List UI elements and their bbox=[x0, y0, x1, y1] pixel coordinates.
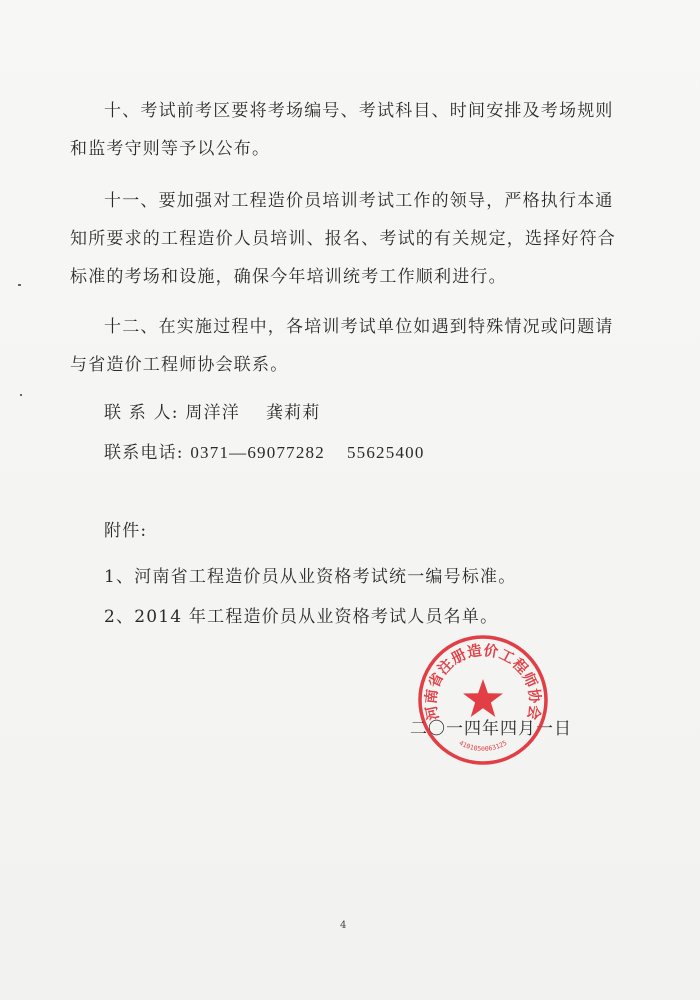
attachments-label: 附件: bbox=[104, 521, 148, 541]
contact-person-2: 龚莉莉 bbox=[265, 403, 321, 423]
seal-star-icon bbox=[463, 679, 503, 717]
attachment-item-1: 1、河南省工程造价员从业资格考试统一编号标准。 bbox=[104, 567, 517, 587]
seal-code: 4101050063125 bbox=[457, 738, 509, 754]
issue-date: 二〇一四年四月一日 bbox=[410, 719, 572, 739]
scan-speck bbox=[20, 394, 22, 396]
paragraph-item-10: 十、考试前考区要将考场编号、考试科目、时间安排及考场规则和监考守则等予以公布。 bbox=[70, 101, 614, 159]
scan-speck bbox=[18, 284, 21, 286]
phone-label: 联系电话: bbox=[104, 443, 184, 463]
attachment-item-2: 2、2014 年工程造价员从业资格考试人员名单。 bbox=[104, 607, 499, 627]
contact-person-1: 周洋洋 bbox=[185, 403, 240, 423]
phone-line bbox=[104, 438, 425, 463]
phone-number-2: 55625400 bbox=[346, 443, 425, 462]
phone-number-1: 0371—69077282 bbox=[190, 443, 325, 462]
official-seal bbox=[415, 632, 551, 768]
paragraph-item-12: 十二、在实施过程中，各培训考试单位如遇到特殊情况或问题请与省造价工程师协会联系。 bbox=[70, 317, 614, 375]
seal-text: 河南省注册造价工程师协会 bbox=[423, 642, 543, 722]
contact-label: 联 系 人: bbox=[104, 403, 179, 423]
paragraph-item-11: 十一、要加强对工程造价员培训考试工作的领导，严格执行本通知所要求的工程造价人员培训、报名、考试的有关规定，选择好符合标准的考场和设施，确保今年培训统考工作顺利进行。 bbox=[70, 191, 616, 287]
page-number: 4 bbox=[340, 920, 347, 931]
contact-line bbox=[104, 398, 321, 423]
